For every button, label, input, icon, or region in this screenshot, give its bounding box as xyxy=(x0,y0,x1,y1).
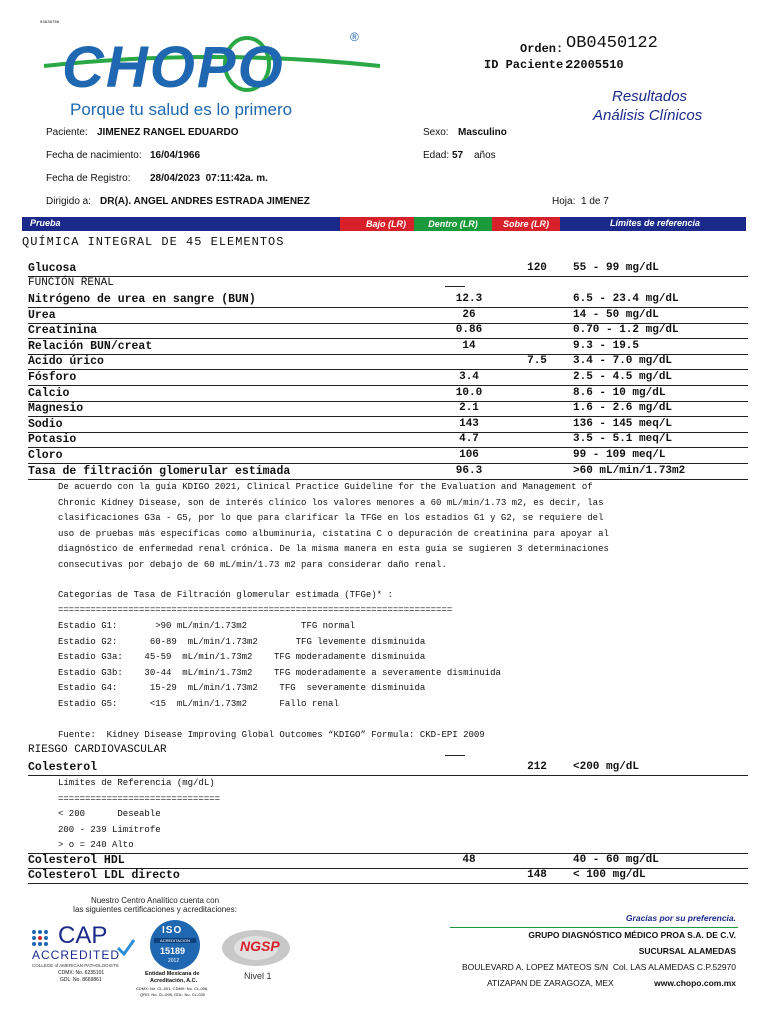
divider xyxy=(450,927,738,928)
ema-iso-logo xyxy=(136,918,220,1008)
patient-id-label: ID Paciente: xyxy=(484,58,571,72)
result-row-glucose xyxy=(28,261,748,277)
cholesterol-note-title: Límites de Referencia (mg/dL) xyxy=(58,778,215,788)
ngsp-name: NGSP xyxy=(240,938,280,954)
result-row-cholesterol xyxy=(28,760,748,776)
test-name: Glucosa xyxy=(28,262,77,275)
result-row xyxy=(28,323,748,339)
address-line: BOULEVARD A. LOPEZ MATEOS S/N Col. LAS ALAMEDAS C.P.52970 xyxy=(462,962,736,972)
result-normal: 4.7 xyxy=(459,433,479,446)
report-title-line2: Análisis Clínicos xyxy=(593,107,703,124)
reference-range: 3.5 - 5.1 meq/L xyxy=(573,433,673,446)
result-row xyxy=(28,401,748,417)
result-row xyxy=(28,339,748,355)
kdigo-note-line: consecutivas por debajo de 60 mL/min/1.73 m2 para considerar daño renal. xyxy=(58,559,447,570)
tfg-category-row: Estadio G5: <15 mL/min/1.73m2 Fallo renal xyxy=(58,698,339,709)
chopo-logo xyxy=(42,28,382,123)
age-value: 57 xyxy=(452,150,464,161)
result-high: 212 xyxy=(527,761,547,773)
tfg-source: Fuente: Kidney Disease Improving Global Outcomes “KDIGO” Formula: CKD-EPI 2009 xyxy=(58,730,485,740)
doctor-name: DR(A). ANGEL ANDRES ESTRADA JIMENEZ xyxy=(100,196,310,207)
result-row xyxy=(28,417,748,433)
results-table-header xyxy=(22,217,746,231)
test-name: Magnesio xyxy=(28,402,84,416)
page-value: 1 de 7 xyxy=(581,196,609,207)
header-reference: Límites de referencia xyxy=(610,218,701,228)
reference-range: 55 - 99 mg/dL xyxy=(573,262,659,274)
tfg-category-row: Estadio G4: 15-29 mL/min/1.73m2 TFG severamente disminuida xyxy=(58,683,426,693)
tfg-categories-title: Categorías de Tasa de Filtración glomerular estimada (TFGe)* : xyxy=(58,590,393,600)
result-row xyxy=(28,448,748,464)
address-city: ATIZAPAN DE ZARAGOZA, MEX xyxy=(487,978,614,988)
logo-slogan: Porque tu salud es lo primero xyxy=(70,100,293,119)
result-normal: 14 xyxy=(462,339,476,352)
result-normal: 12.3 xyxy=(455,293,483,305)
cap-college: COLLEGE of AMERICAN PATHOLOGISTS xyxy=(32,963,119,968)
header-low: Bajo (LR) xyxy=(340,217,432,231)
ngsp-logo xyxy=(218,928,298,988)
tfg-category-row: Estadio G3a: 45-59 mL/min/1.73m2 TFG moderadamente disminuida xyxy=(58,652,426,662)
result-normal: 106 xyxy=(459,449,479,461)
cholesterol-note-line: 200 - 239 Limítrofe xyxy=(58,825,161,835)
result-row-ldl xyxy=(28,868,748,884)
order-number: OB0450122 xyxy=(566,34,658,53)
kdigo-note-line: Chronic Kidney Disease, son de interés clínico los valores menores a 60 mL/min/1.73 m2, es decir, las xyxy=(58,497,604,508)
cert-caption-line: Nuestro Centro Analítico cuenta con xyxy=(90,896,220,905)
page-label: Hoja: xyxy=(552,196,576,207)
ngsp-level: Nivel 1 xyxy=(244,971,272,981)
website-link[interactable]: www.chopo.com.mx xyxy=(654,978,736,988)
test-name: Tasa de filtración glomerular estimada xyxy=(28,464,291,478)
patient-name-label: Paciente: xyxy=(46,127,88,138)
test-name: Fósforo xyxy=(28,371,77,384)
reference-range: 14 - 50 mg/dL xyxy=(573,308,659,321)
reference-range: 9.3 - 19.5 xyxy=(573,339,640,352)
reference-range: 2.5 - 4.5 mg/dL xyxy=(573,371,673,383)
registration-label: Fecha de Registro: xyxy=(46,173,131,184)
top-code: 03636788 xyxy=(40,21,60,25)
tfg-category-row: Estadio G2: 60-89 mL/min/1.73m2 TFG levemente disminuida xyxy=(58,636,426,647)
age-unit: años xyxy=(474,150,496,161)
branch-name: SUCURSAL ALAMEDAS xyxy=(638,946,736,956)
header-high: Sobre (LR) xyxy=(492,217,560,231)
section-cardio-title: RIESGO CARDIOVASCULAR xyxy=(28,744,167,756)
result-normal: 2.1 xyxy=(459,402,479,415)
kdigo-note-line: clasificaciones G3a - G5, por lo que para clarificar la TFGe en los estadios G1 y G2, se requiere del xyxy=(58,513,604,523)
iso-band: ACREDITACION xyxy=(154,938,196,943)
patient-name: JIMENEZ RANGEL EDUARDO xyxy=(97,127,239,138)
reference-range: 8.6 - 10 mg/dL xyxy=(573,386,666,399)
age-label: Edad: xyxy=(423,150,450,161)
test-name: Potasio xyxy=(28,433,77,447)
cholesterol-note-line: < 200 Deseable xyxy=(58,809,161,819)
certifications-caption xyxy=(40,896,270,914)
result-normal: 0.86 xyxy=(455,324,483,337)
iso-numbers: QRO: No. CL-095, GDL: No. CL-030 xyxy=(140,992,205,997)
reference-range: 3.4 - 7.0 mg/dL xyxy=(573,355,673,368)
reference-range: >60 mL/min/1.73m2 xyxy=(573,464,686,477)
iso-top: ISO xyxy=(162,925,183,936)
tfg-category-row: Estadio G1: >90 mL/min/1.73m2 TFG normal xyxy=(58,621,356,631)
cholesterol-note-rule: ============================== xyxy=(58,794,221,804)
iso-entity: Entidad Mexicana de xyxy=(145,971,200,977)
result-row-hdl xyxy=(28,853,748,869)
test-name: Colesterol LDL directo xyxy=(28,869,180,882)
sex-value: Masculino xyxy=(458,127,507,138)
iso-entity: Acreditación, A.C. xyxy=(150,978,198,984)
reference-range: 1.6 - 2.6 mg/dL xyxy=(573,402,673,415)
reference-range: 136 - 145 meq/L xyxy=(573,417,673,430)
cap-main: CAP xyxy=(58,922,108,949)
result-row xyxy=(28,432,748,448)
logo-wordmark: CHOPO xyxy=(62,35,285,100)
kdigo-note-line: De acuerdo con la guía KDIGO 2021, Clinical Practice Guideline for the Evaluation and Management of xyxy=(58,482,593,492)
result-row xyxy=(28,308,748,324)
cholesterol-note-line: > o = 240 Alto xyxy=(58,840,134,850)
reference-range: <200 mg/dL xyxy=(573,761,640,773)
test-name: Creatinina xyxy=(28,324,98,338)
test-name: Calcio xyxy=(28,386,70,400)
report-title-line1: Resultados xyxy=(612,88,688,105)
result-normal: 10.0 xyxy=(455,386,483,399)
header-test: Prueba xyxy=(30,218,61,228)
cap-sub: ACCREDITED xyxy=(32,948,121,962)
test-name: Cloro xyxy=(28,449,63,462)
registration-value: 28/04/2023 07:11:42a. m. xyxy=(150,173,268,184)
cap-numbers: GDL: No. 8669861 xyxy=(60,977,102,983)
tfg-rule: ========================================================================= xyxy=(58,605,453,615)
test-name: Nitrógeno de urea en sangre (BUN) xyxy=(28,293,256,306)
test-name: Ácido úrico xyxy=(28,355,104,369)
cap-accreditation-logo xyxy=(30,922,140,992)
kdigo-note-line: diagnóstico de enfermedad renal crónica. De la misma manera en esta guía se sugieren 3 determinaciones xyxy=(58,544,609,554)
section-chemistry-title: QUÍMICA INTEGRAL DE 45 ELEMENTOS xyxy=(22,235,285,249)
test-name: Urea xyxy=(28,308,56,322)
dob-label: Fecha de nacimiento: xyxy=(46,150,142,161)
result-row xyxy=(28,354,748,370)
result-row xyxy=(28,464,748,480)
reference-range: 0.70 - 1.2 mg/dL xyxy=(573,324,679,337)
reference-range: 40 - 60 mg/dL xyxy=(573,854,659,866)
test-name: Colesterol xyxy=(28,761,98,774)
test-name: Sodio xyxy=(28,417,63,431)
tfg-category-row: Estadio G3b: 30-44 mL/min/1.73m2 TFG moderadamente a severamente disminuida xyxy=(58,667,501,678)
result-high: 7.5 xyxy=(527,355,547,368)
result-normal: 96.3 xyxy=(455,464,483,477)
reference-range: 6.5 - 23.4 mg/dL xyxy=(573,293,679,305)
result-normal: 48 xyxy=(462,854,476,866)
checkmark-icon xyxy=(116,938,136,956)
result-high: 120 xyxy=(527,262,547,274)
result-row xyxy=(28,370,748,386)
iso-numbers: CDMX: No. CL-001, CDMX: No. CL-096, xyxy=(136,986,209,991)
divider xyxy=(445,286,465,287)
result-high: 148 xyxy=(527,869,547,881)
order-label: Orden: xyxy=(520,42,564,56)
result-normal: 3.4 xyxy=(459,371,479,383)
section-renal-title: FUNCIÓN RENAL xyxy=(28,277,114,289)
header-normal: Dentro (LR) xyxy=(414,217,492,231)
dob-value: 16/04/1966 xyxy=(150,150,201,161)
result-normal: 26 xyxy=(462,308,476,321)
divider xyxy=(445,755,465,756)
reference-range: < 100 mg/dL xyxy=(573,869,646,881)
registered-mark: ® xyxy=(350,30,359,44)
patient-id-value: 22005510 xyxy=(566,58,624,72)
kdigo-note-line: uso de pruebas más específicas como albuminuria, cistatina C o depuración de creatinina para apoyar al xyxy=(58,528,609,539)
result-row xyxy=(28,386,748,402)
cert-caption-line: las siguientes certificaciones y acreditaciones: xyxy=(73,905,237,914)
result-normal: 143 xyxy=(459,417,479,430)
doctor-label: Dirigido a: xyxy=(46,196,92,207)
sex-label: Sexo: xyxy=(423,127,449,138)
test-name: Relación BUN/creat xyxy=(28,339,153,353)
cap-numbers: CDMX: No. 6235101 xyxy=(58,970,105,976)
test-name: Colesterol HDL xyxy=(28,854,125,867)
result-row xyxy=(28,292,748,308)
company-name: GRUPO DIAGNÓSTICO MÉDICO PROA S.A. DE C.V. xyxy=(528,930,736,940)
thanks-message: Gracias por su preferencia. xyxy=(625,913,736,923)
iso-number: 15189 xyxy=(160,946,186,956)
iso-year: 2012 xyxy=(168,958,180,964)
reference-range: 99 - 109 meq/L xyxy=(573,449,666,461)
